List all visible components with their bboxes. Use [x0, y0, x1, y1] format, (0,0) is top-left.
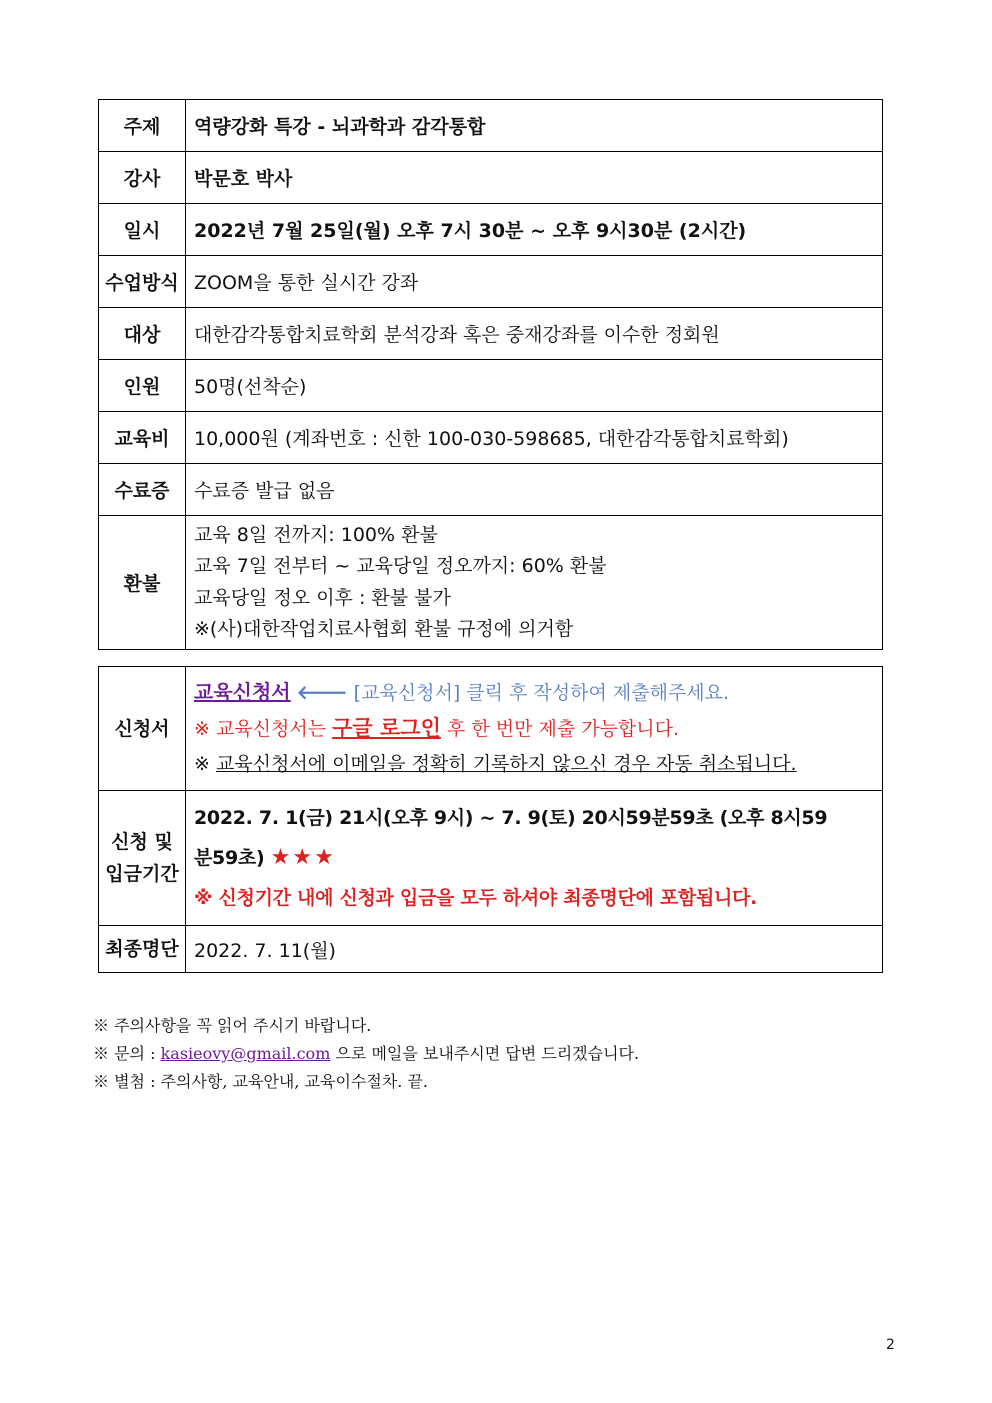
google-login-highlight: 구글 로그인: [332, 716, 441, 740]
form-label: 신청서: [99, 667, 186, 791]
notes-section: [93, 1012, 639, 1096]
table-row: [99, 100, 883, 152]
table-row: [99, 791, 883, 926]
table-row: [99, 152, 883, 204]
table-row: [99, 204, 883, 256]
period-note: ※ 신청기간 내에 신청과 입금을 모두 하셔야 최종명단에 포함됩니다.: [194, 887, 758, 909]
lecture-info-table: [98, 99, 883, 650]
table-row: [99, 412, 883, 464]
note-line: ※ 별첨 : 주의사항, 교육안내, 교육이수절차. 끝.: [93, 1072, 429, 1091]
application-form-link[interactable]: 교육신청서: [194, 680, 291, 704]
form-cell: [186, 667, 883, 791]
table-row: [99, 516, 883, 650]
lecturer-value: 박문호 박사: [186, 152, 883, 204]
certificate-value: 수료증 발급 없음: [186, 464, 883, 516]
table-row: [99, 464, 883, 516]
note1-suffix: 후 한 번만 제출 가능합니다.: [446, 718, 680, 740]
refund-label: 환불: [99, 516, 186, 650]
table-row: [99, 667, 883, 791]
capacity-value: 50명(선착순): [186, 360, 883, 412]
form-instruction: [교육신청서] 클릭 후 작성하여 제출해주세요.: [353, 682, 730, 704]
period-cell: [186, 791, 883, 926]
page-number: 2: [886, 1337, 895, 1353]
datetime-label: 일시: [99, 204, 186, 256]
target-value: 대한감각통합치료학회 분석강좌 혹은 중재강좌를 이수한 정회원: [186, 308, 883, 360]
topic-label: 주제: [99, 100, 186, 152]
application-table: [98, 666, 883, 973]
period-label: [99, 791, 186, 926]
table-row: [99, 926, 883, 973]
period-line: 2022. 7. 1(금) 21시(오후 9시) ~ 7. 9(토) 20시59분59초 (오후 8시59: [194, 807, 828, 829]
fee-value: 10,000원 (계좌번호 : 신한 100-030-598685, 대한감각통합치료학회): [186, 412, 883, 464]
period-label-line: 신청 및: [111, 831, 173, 853]
table-row: [99, 308, 883, 360]
capacity-label: 인원: [99, 360, 186, 412]
table-row: [99, 256, 883, 308]
arrow-left-icon: 🡐: [296, 682, 348, 704]
note-line: 으로 메일을 보내주시면 답변 드리겠습니다.: [335, 1044, 640, 1063]
period-line: 분59초): [194, 847, 265, 869]
refund-policy: [186, 516, 883, 650]
note2-prefix: ※: [194, 753, 210, 775]
period-label-line: 입금기간: [105, 863, 179, 885]
datetime-value: 2022년 7월 25일(월) 오후 7시 30분 ~ 오후 9시30분 (2시간): [186, 204, 883, 256]
final-label: 최종명단: [99, 926, 186, 973]
contact-email-link[interactable]: kasieovy@gmail.com: [160, 1044, 331, 1063]
note-line: ※ 주의사항을 꼭 읽어 주시기 바랍니다.: [93, 1016, 372, 1035]
method-value: ZOOM을 통한 실시간 강좌: [186, 256, 883, 308]
final-value: 2022. 7. 11(월): [186, 926, 883, 973]
lecturer-label: 강사: [99, 152, 186, 204]
refund-line: 교육 7일 전부터 ~ 교육당일 정오까지: 60% 환불: [194, 555, 607, 577]
method-label: 수업방식: [99, 256, 186, 308]
note-line: ※ 문의 :: [93, 1044, 156, 1063]
note1-prefix: ※ 교육신청서는: [194, 718, 327, 740]
refund-line: ※(사)대한작업치료사협회 환불 규정에 의거함: [194, 618, 574, 640]
topic-value: 역량강화 특강 - 뇌과학과 감각통합: [186, 100, 883, 152]
refund-line: 교육 8일 전까지: 100% 환불: [194, 523, 438, 546]
star-icon: ★★★: [270, 845, 336, 870]
certificate-label: 수료증: [99, 464, 186, 516]
table-row: [99, 360, 883, 412]
target-label: 대상: [99, 308, 186, 360]
fee-label: 교육비: [99, 412, 186, 464]
refund-line: 교육당일 정오 이후 : 환불 불가: [194, 586, 451, 609]
note2-text: 교육신청서에 이메일을 정확히 기록하지 않으신 경우 자동 취소됩니다.: [215, 753, 797, 775]
